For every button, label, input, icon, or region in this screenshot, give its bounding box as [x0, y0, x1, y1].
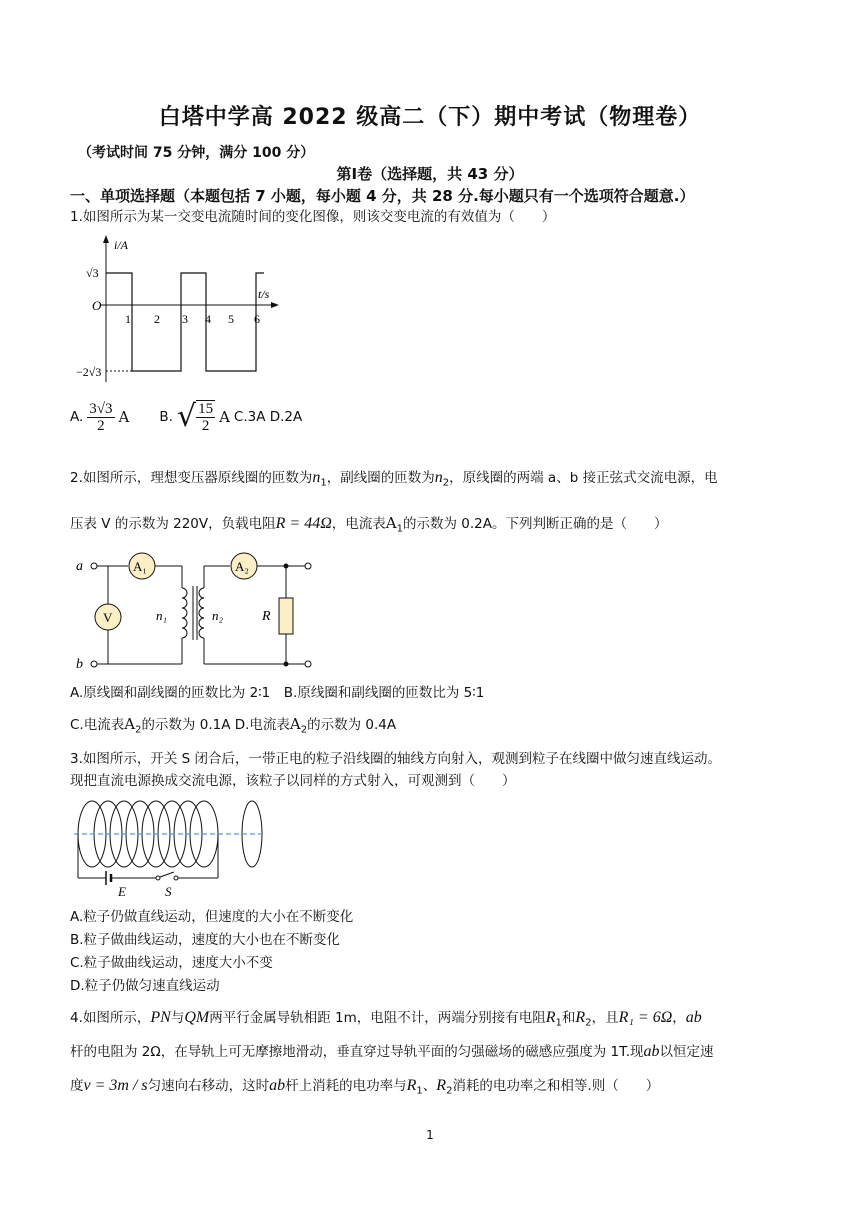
q4-line1: 4.如图所示，PN与QM两平行金属导轨相距 1m，电阻不计，两端分别接有电阻$R_1$和$R_2$，且R₁ = 6Ω，ab — [70, 1009, 702, 1029]
q1-optA-unit: A — [118, 408, 130, 426]
q3-solenoid-diagram — [70, 796, 270, 900]
q2-R-label: R — [262, 609, 271, 624]
q1-xtick-5: 5 — [228, 312, 234, 326]
part-heading: 第Ⅰ卷（选择题，共 43 分） — [336, 165, 524, 183]
q1-xtick-6: 6 — [254, 312, 260, 326]
q1-optB-sqrt: √ $\frac{15}{2}$ — [176, 399, 214, 434]
q1-optCD: C.3A D.2A — [233, 409, 303, 425]
q2-terminal-a: a — [76, 559, 83, 574]
q3-line2: 现把直流电源换成交流电源，该粒子以同样的方式射入，可观测到（ ） — [70, 773, 516, 789]
q3-option-A: A.粒子仍做直线运动，但速度的大小在不断变化 — [70, 909, 354, 925]
q2-transformer-circuit — [70, 548, 320, 672]
q3-label-E: E — [118, 884, 126, 899]
q3-label-S: S — [165, 884, 172, 899]
q1-stem: 1.如图所示为某一交变电流随时间的变化图像，则该交变电流的有效值为（ ） — [70, 209, 556, 225]
section-heading: 一、单项选择题（本题包括 7 小题，每小题 4 分，共 28 分.每小题只有一个选项符合题意.） — [70, 187, 695, 205]
q1-ybottom-label: −2√3 — [76, 365, 102, 379]
q2-line2: 压表 V 的示数为 220V，负载电阻R = 44Ω，电流表$A_1$的示数为 0.2A。下列判断正确的是（ ） — [70, 514, 668, 535]
exam-subtitle: （考试时间 75 分钟，满分 100 分） — [78, 145, 315, 161]
q2-ammeter-A1: A₁ — [133, 559, 147, 574]
q1-xtick-4: 4 — [205, 312, 211, 326]
q1-origin: O — [92, 298, 102, 313]
q1-optA-fraction: $\frac{3√3}{2}$ — [89, 400, 113, 434]
q3-option-D: D.粒子仍做匀速直线运动 — [70, 978, 220, 994]
q1-xlabel: t/s — [258, 287, 270, 301]
page-number: 1 — [426, 1128, 434, 1142]
q2-options-CD: C.电流表$A_2$的示数为 0.1A D.电流表$A_2$的示数为 0.4A — [70, 715, 397, 736]
q1-optA-prefix: A. — [70, 409, 84, 425]
q2-terminal-b: b — [76, 657, 83, 672]
q1-optB-unit: A — [219, 408, 230, 426]
q1-options — [70, 400, 302, 434]
q1-current-graph — [70, 232, 290, 392]
q3-option-C: C.粒子做曲线运动，速度大小不变 — [70, 955, 273, 971]
q1-optB-prefix: B. — [159, 409, 173, 425]
q3-option-B: B.粒子做曲线运动，速度的大小也在不断变化 — [70, 932, 341, 948]
q1-xtick-3: 3 — [182, 312, 188, 326]
q3-line1: 3.如图所示，开关 S 闭合后，一带正电的粒子沿线圈的轴线方向射入，观测到粒子在线圈中做匀速直线运动。 — [70, 751, 722, 767]
exam-title: 白塔中学高 2022 级高二（下）期中考试（物理卷） — [158, 105, 702, 130]
q2-voltmeter-V: V — [103, 610, 113, 625]
q2-n2-label: n₂ — [212, 608, 224, 623]
q2-line1: 2.如图所示，理想变压器原线圈的匝数为$n_1$，副线圈的匝数为$n_2$，原线圈的两端 a、b 接正弦式交流电源，电 — [70, 469, 718, 489]
q2-options-AB: A.原线圈和副线圈的匝数比为 2∶1 B.原线圈和副线圈的匝数比为 5∶1 — [70, 685, 485, 701]
q4-line2: 杆的电阻为 2Ω，在导轨上可无摩擦地滑动，垂直穿过导轨平面的匀强磁场的磁感应强度为 1T.现ab以恒定速 — [70, 1043, 714, 1060]
q1-xtick-2: 2 — [154, 312, 160, 326]
q2-n1-label: n₁ — [156, 608, 168, 623]
q1-ylabel: i/A — [114, 238, 128, 252]
q2-ammeter-A2: A₂ — [235, 559, 249, 574]
q1-xtick-1: 1 — [125, 312, 131, 326]
q4-line3: 度v = 3m / s匀速向右移动，这时ab杆上消耗的电功率与$R_1$、$R_2$消耗的电功率之和相等.则（ ） — [70, 1077, 660, 1097]
q1-ytop-label: √3 — [86, 266, 99, 280]
